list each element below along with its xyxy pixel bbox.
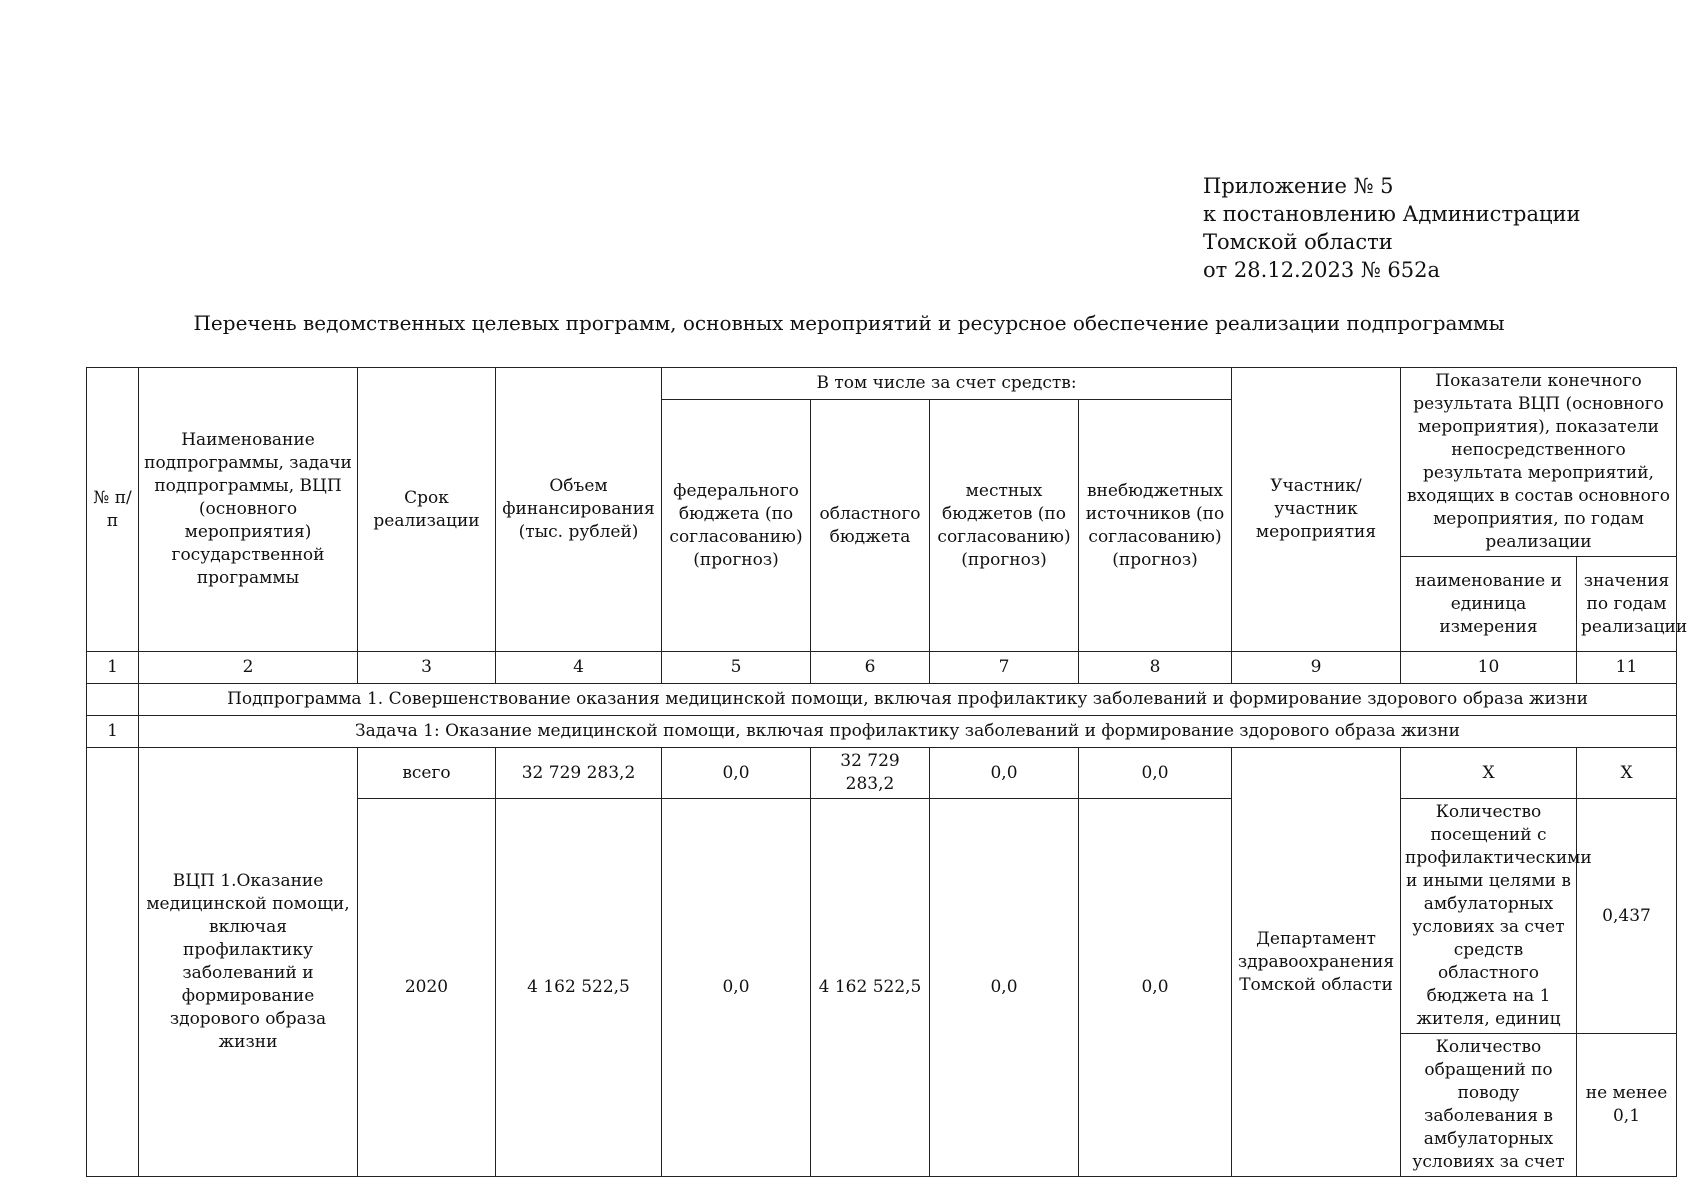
indicator-name-visits: Количество посещений с профилактическими и иными целями в амбулаторных условиях за счет средств областного бюджета на 1 жителя, единиц bbox=[1401, 799, 1577, 1034]
regional-2020: 4 162 522,5 bbox=[811, 799, 930, 1177]
annex-line-1: Приложение № 5 bbox=[1203, 174, 1394, 198]
header-funds-group: В том числе за счет средств: bbox=[662, 368, 1232, 400]
subprogram-num bbox=[87, 684, 139, 716]
annex-block bbox=[1203, 172, 1581, 284]
local-total: 0,0 bbox=[930, 748, 1079, 799]
column-number: 9 bbox=[1232, 652, 1401, 684]
header-num: № п/п bbox=[87, 368, 139, 652]
header-indicator-name: наименование и единица измерения bbox=[1401, 557, 1577, 652]
indicator-name-total: Х bbox=[1401, 748, 1577, 799]
header-indicators-group: Показатели конечного результата ВЦП (основного мероприятия), показатели непосредственного результата мероприятий, входящих в состав основного мероприятия, по годам реализации bbox=[1401, 368, 1677, 557]
term-total: всего bbox=[358, 748, 496, 799]
volume-2020: 4 162 522,5 bbox=[496, 799, 662, 1177]
header-term: Срок реализации bbox=[358, 368, 496, 652]
vcp-participant: Департамент здравоохранения Томской области bbox=[1232, 748, 1401, 1177]
volume-total: 32 729 283,2 bbox=[496, 748, 662, 799]
header-local: местных бюджетов (по согласованию) (прогноз) bbox=[930, 400, 1079, 652]
column-number: 6 bbox=[811, 652, 930, 684]
column-number: 7 bbox=[930, 652, 1079, 684]
annex-line-2: к постановлению Администрации bbox=[1203, 202, 1581, 226]
offbudget-total: 0,0 bbox=[1079, 748, 1232, 799]
task-num: 1 bbox=[87, 716, 139, 748]
header-name: Наименование подпрограммы, задачи подпрограммы, ВЦП (основного мероприятия) государственной программы bbox=[139, 368, 358, 652]
annex-line-3: Томской области bbox=[1203, 230, 1393, 254]
column-number: 3 bbox=[358, 652, 496, 684]
column-number-row bbox=[87, 652, 1677, 684]
vcp-row-total bbox=[87, 748, 1677, 799]
subprogram-row bbox=[87, 684, 1677, 716]
vcp-num bbox=[87, 748, 139, 1177]
task-title: Задача 1: Оказание медицинской помощи, включая профилактику заболеваний и формирование здорового образа жизни bbox=[139, 716, 1677, 748]
subprogram-title: Подпрограмма 1. Совершенствование оказания медицинской помощи, включая профилактику заболеваний и формирование здорового образа жизни bbox=[139, 684, 1677, 716]
federal-2020: 0,0 bbox=[662, 799, 811, 1177]
column-number: 11 bbox=[1577, 652, 1677, 684]
header-volume: Объем финансирования (тыс. рублей) bbox=[496, 368, 662, 652]
program-table bbox=[86, 367, 1688, 1177]
regional-total: 32 729 283,2 bbox=[811, 748, 930, 799]
header-federal: федерального бюджета (по согласованию) (прогноз) bbox=[662, 400, 811, 652]
indicator-value-visits: 0,437 bbox=[1577, 799, 1677, 1034]
column-number: 1 bbox=[87, 652, 139, 684]
column-number: 8 bbox=[1079, 652, 1232, 684]
term-2020: 2020 bbox=[358, 799, 496, 1177]
column-number: 10 bbox=[1401, 652, 1577, 684]
vcp-name: ВЦП 1.Оказание медицинской помощи, включая профилактику заболеваний и формирование здорового образа жизни bbox=[139, 748, 358, 1177]
federal-total: 0,0 bbox=[662, 748, 811, 799]
column-number: 2 bbox=[139, 652, 358, 684]
indicator-value-appeals: не менее 0,1 bbox=[1577, 1034, 1677, 1177]
column-number: 5 bbox=[662, 652, 811, 684]
indicator-name-appeals: Количество обращений по поводу заболевания в амбулаторных условиях за счет bbox=[1401, 1034, 1577, 1177]
indicator-value-total: Х bbox=[1577, 748, 1677, 799]
document-title: Перечень ведомственных целевых программ, основных мероприятий и ресурсное обеспечение реализации подпрограммы bbox=[193, 311, 1505, 335]
local-2020: 0,0 bbox=[930, 799, 1079, 1177]
header-participant: Участник/ участник мероприятия bbox=[1232, 368, 1401, 652]
offbudget-2020: 0,0 bbox=[1079, 799, 1232, 1177]
header-offbudget: внебюджетных источников (по согласованию) (прогноз) bbox=[1079, 400, 1232, 652]
annex-line-4: от 28.12.2023 № 652а bbox=[1203, 258, 1440, 282]
header-indicator-value: значения по годам реализации bbox=[1577, 557, 1677, 652]
column-number: 4 bbox=[496, 652, 662, 684]
header-regional: областного бюджета bbox=[811, 400, 930, 652]
task-row bbox=[87, 716, 1677, 748]
